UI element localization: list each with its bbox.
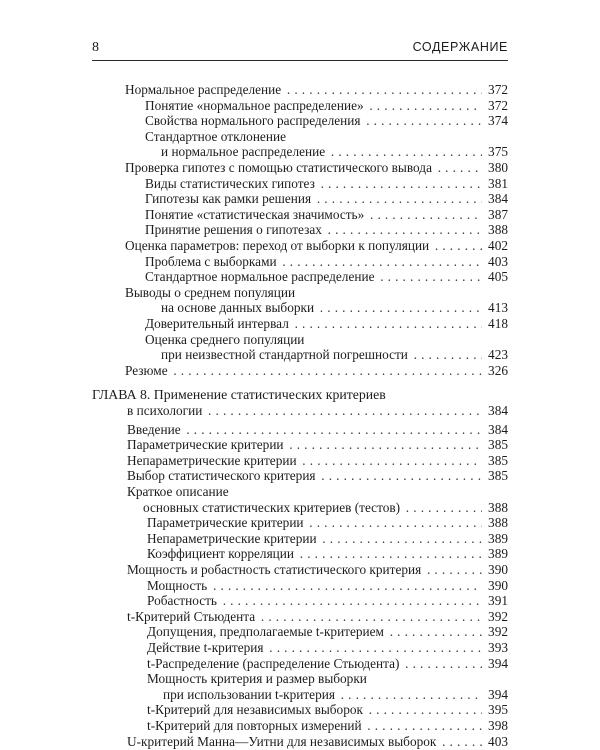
toc-entry[interactable] [145,222,508,238]
toc-entry-page: 389 [488,546,508,562]
toc-entry-page: 413 [488,300,508,316]
toc-entry-page: 392 [488,624,508,640]
toc-entry[interactable] [127,403,508,419]
toc-entry-page: 388 [488,515,508,531]
toc-entry[interactable] [147,578,508,594]
toc-entry-page: 390 [488,562,508,577]
toc-entry-page: 384 [488,191,508,207]
toc-entry-page: 381 [488,175,508,191]
toc-entry-page: 402 [488,238,508,253]
toc-entry-page: 394 [488,655,508,671]
toc-entry[interactable] [125,363,508,379]
toc-entry-title: U-критерий Манна—Уитни для независимых выборок . . . [127,734,482,750]
toc-entry[interactable] [147,656,508,672]
toc-entry[interactable] [161,300,508,316]
toc-entry[interactable] [127,468,508,484]
toc-entry[interactable] [125,82,508,98]
toc-entry-title: Допущения, предполагаемые t-критерием . . . [147,624,482,640]
toc-entry[interactable] [161,347,508,363]
toc-entry[interactable] [125,160,508,176]
toc-entry-title: в психологии . . . [127,403,482,419]
toc-entry[interactable] [125,238,508,254]
toc-entry-title: Принятие решения о гипотезах . . . [145,222,482,238]
toc-entry-title: Оценка параметров: переход от выборки к популяции . . . [125,238,482,254]
toc-entry-page: 390 [488,577,508,593]
toc-entry[interactable] [147,515,508,531]
toc-entry-page: 385 [488,468,508,484]
toc-entry-title: Свойства нормального распределения . . . [145,113,482,129]
toc-entry-page: 384 [488,403,508,418]
toc-entry-title: Параметрические критерии . . . [127,437,482,453]
toc-entry[interactable] [143,500,508,516]
toc-entry-title: Выбор статистического критерия . . . [127,468,482,484]
toc-chapter[interactable] [92,387,508,403]
toc-entry[interactable] [147,718,508,734]
toc-entry-title: Нормальное распределение . . . [125,82,482,98]
toc-entry-title: при неизвестной стандартной погрешности . . . [161,347,482,363]
toc-entry-title: Непараметрические критерии . . . [147,531,482,547]
toc-entry-title: Робастность . . . [147,593,482,609]
toc-entry-page: 395 [488,702,508,718]
toc-entry-title: Оценка среднего популяции [145,331,305,347]
toc-entry[interactable] [147,546,508,562]
toc-entry-page: 394 [488,686,508,702]
toc-entry-title: t-Критерий для независимых выборок . . . [147,702,482,718]
toc-entry-title: Непараметрические критерии . . . [127,453,482,469]
toc-entry-page: 393 [488,640,508,655]
toc-entry-title: t-Распределение (распределение Стьюдента) . . . [147,656,482,672]
toc-entry-title: Проверка гипотез с помощью статистического вывода . . . [125,160,482,176]
toc-entry[interactable] [127,422,508,438]
toc-entry-page: 403 [488,733,508,749]
toc-entry[interactable] [145,129,508,145]
toc-entry-title: Стандартное отклонение [145,128,286,144]
section-title: СОДЕРЖАНИЕ [412,40,508,54]
toc-entry[interactable] [147,593,508,609]
toc-entry-page: 423 [488,347,508,363]
toc-entry[interactable] [147,640,508,656]
toc-entry[interactable] [127,609,508,625]
toc-entry[interactable] [163,687,508,703]
toc-entry-page: 385 [488,437,508,453]
toc-entry-title: Краткое описание [127,484,229,499]
toc-entry-page: 388 [488,222,508,238]
toc-entry[interactable] [125,285,508,301]
toc-entry[interactable] [127,453,508,469]
toc-entry[interactable] [145,316,508,332]
toc-entry-title: t-Критерий Стьюдента . . . [127,609,482,625]
toc-entry[interactable] [127,734,508,750]
toc-entry-title: Стандартное нормальное распределение . . . [145,269,482,285]
toc-entry[interactable] [127,484,508,500]
toc-entry-title: ГЛАВА 8. Применение статистических критериев [92,387,386,403]
toc-entry-page: 372 [488,82,508,97]
toc-entry-title: Гипотезы как рамки решения . . . [145,191,482,207]
toc-entry-page: 391 [488,593,508,609]
toc-entry-title: t-Критерий для повторных измерений . . . [147,718,482,734]
toc-entry-title: основных статистических критериев (тестов) . . . [143,500,482,516]
toc-entry-title: Мощность критерия и размер выборки [147,671,367,687]
toc-entry-title: Понятие «статистическая значимость» . . . [145,207,482,223]
toc-entry-title: и нормальное распределение . . . [161,144,482,160]
toc-entry-title: Мощность . . . [147,578,482,594]
toc-entry[interactable] [161,144,508,160]
toc-entry-title: Виды статистических гипотез . . . [145,176,482,192]
toc-entry-page: 389 [488,530,508,546]
toc-entry[interactable] [127,437,508,453]
toc-entry[interactable] [147,624,508,640]
toc-entry-page: 405 [488,269,508,285]
toc-entry-page: 384 [488,421,508,437]
toc-entry[interactable] [145,98,508,114]
page-header [92,38,508,61]
toc-entry[interactable] [147,702,508,718]
toc-entry-title: Параметрические критерии . . . [147,515,482,531]
toc-entry-title: Проблема с выборками . . . [145,254,482,270]
toc-entry-page: 380 [488,160,508,175]
toc-entry-page: 326 [488,362,508,378]
toc-entry-page: 398 [488,718,508,733]
toc-entry[interactable] [145,269,508,285]
toc-entry-page: 372 [488,97,508,113]
toc-entry-title: Выводы о среднем популяции [125,284,296,300]
page-number: 8 [92,40,99,55]
toc-entry-title: Понятие «нормальное распределение» . . . [145,98,482,114]
toc-entry[interactable] [147,671,508,687]
toc-entry-page: 374 [488,113,508,129]
toc-entry-title: Доверительный интервал . . . [145,316,482,332]
toc-entry-title: Действие t-критерия . . . [147,640,482,656]
toc-entry-title: на основе данных выборки . . . [161,300,482,316]
toc-entry[interactable] [145,113,508,129]
toc-entry[interactable] [145,207,508,223]
toc-entry[interactable] [147,531,508,547]
toc-entry-page: 387 [488,206,508,222]
toc-entry[interactable] [127,562,508,578]
toc-entry-page: 392 [488,608,508,624]
toc-entry-title: Мощность и робастность статистического критерия . . . [127,562,482,578]
toc-entry-page: 388 [488,499,508,515]
toc-entry[interactable] [145,332,508,348]
toc-entry-title: Коэффициент корреляции . . . [147,546,482,562]
toc-entry[interactable] [145,254,508,270]
toc-entry[interactable] [145,191,508,207]
toc-entry-title: при использовании t-критерия . . . [163,687,482,703]
toc-entry-page: 385 [488,452,508,468]
toc-entry-page: 418 [488,316,508,331]
toc-entry-title: Резюме . . . [125,363,482,379]
toc-entry-page: 375 [488,144,508,160]
toc-entry[interactable] [145,176,508,192]
toc-entry-page: 403 [488,253,508,269]
toc-entry-title: Введение . . . [127,422,482,438]
